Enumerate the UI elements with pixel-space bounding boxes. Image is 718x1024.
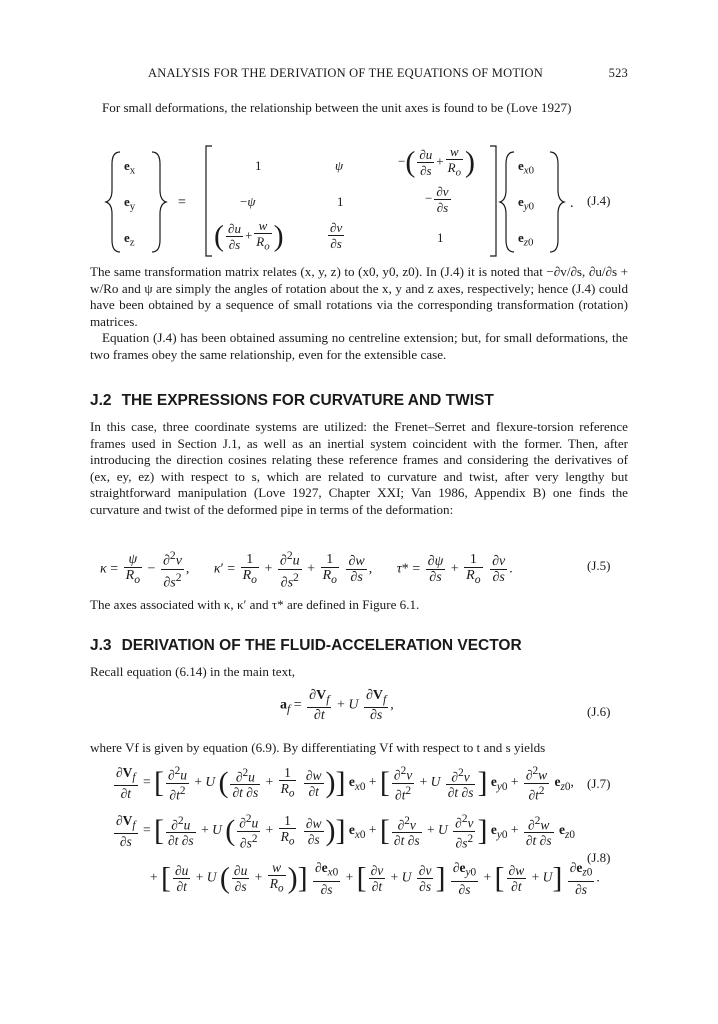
equation-J6: $a_f$ = $\frac{\partial V_f}{\partial t}$ + U $\frac{\partial V_f}{\partial s}$ , bbox=[280, 688, 394, 723]
m22: 1 bbox=[337, 194, 344, 209]
rhs-ey0: $e_{y0}$ bbox=[518, 194, 535, 213]
eq-J4-number: (J.4) bbox=[587, 193, 611, 208]
page-number: 523 bbox=[608, 66, 628, 80]
svg-text:.: . bbox=[570, 196, 574, 211]
m33: 1 bbox=[437, 230, 444, 245]
eq-J7-number: (J.7) bbox=[587, 776, 611, 791]
rhs-ex0: $e_{x0}$ bbox=[518, 158, 535, 177]
rhs-ez0: $e_{z0}$ bbox=[518, 230, 534, 249]
m13: −( $\frac{\partial u}{\partial s}$ + $\frac{w}{R_o}$ ) bbox=[398, 144, 475, 179]
equation-J7: $\frac{\partial V_f}{\partial t}$ = [ $\frac{\partial^2u}{\partial t^2}$ + U ( $\frac{\partial^2u}{\partial t \partial s}$ + $\frac{1}{R_o}$ $\frac{\partial w}{\partial t}$ )] $e_{x0}$ + [ $\frac{\partial^2v}{\partial t^2}$ + U $\frac{\partial^2v}{\partial t \partial s}$ ] $e_{y0}$ + $\frac{\partial^2w}{\partial t^2}$ $e_{z0}$, bbox=[116, 764, 574, 802]
eq-J5-number: (J.5) bbox=[587, 558, 611, 573]
paragraph-recall: Recall equation (6.14) in the main text, bbox=[90, 664, 296, 679]
section-title: THE EXPRESSIONS FOR CURVATURE AND TWIST bbox=[121, 392, 494, 409]
section-title: DERIVATION OF THE FLUID-ACCELERATION VECTOR bbox=[121, 637, 522, 654]
m21: −ψ bbox=[240, 194, 256, 209]
svg-text:=: = bbox=[178, 195, 186, 210]
lhs-ex: $e_x$ bbox=[124, 158, 136, 177]
lhs-ez: $e_z$ bbox=[124, 230, 135, 249]
m23: − $\frac{\partial v}{\partial s}$ bbox=[425, 184, 449, 215]
paragraph-extension: Equation (J.4) has been obtained assuming no centreline extension; but, for small deformations, the two frames obey the same relationship, even for the extensible case. bbox=[90, 330, 628, 362]
section-number: J.2 bbox=[90, 392, 112, 409]
equation-J8-line2: + [ $\frac{\partial u}{\partial t}$ + U ( $\frac{\partial u}{\partial s}$ + $\frac{w}{R_o}$ )] $\frac{\partial e_{x0}}{\partial s}$ + [ $\frac{\partial v}{\partial t}$ + U $\frac{\partial v}{\partial s}$ ] $\frac{\partial e_{y0}}{\partial s}$ + [ $\frac{\partial w}{\partial t}$ + U] $\frac{\partial e_{z0}}{\partial s}$ . bbox=[150, 860, 600, 897]
lhs-ey: $e_y$ bbox=[124, 194, 136, 213]
paragraph-curvature: In this case, three coordinate systems are utilized: the Frenet–Serret and flexure-torsion reference frames used in Section J.1, as well as an inertial system coincident with the former. Then, after introducing the direction cosines relating these reference frames and considering the derivatives of (ex, ey, ez) with respect to s, which are related to curvature and twist, after very lengthy but straightforward manipulation (Love 1927, Chapter XXI; Van 1986, Appendix B) one finds the curvature and twist of the deformed pipe in terms of the deformation: bbox=[90, 419, 628, 517]
section-heading-J2 bbox=[90, 392, 494, 410]
m32: $\frac{\partial v}{\partial s}$ bbox=[330, 220, 343, 251]
section-number: J.3 bbox=[90, 637, 112, 654]
equation-J5: κ = $\frac{\psi}{R_o}$ − $\frac{\partial^2v}{\partial s^2}$ , κ′ = $\frac{1}{R_o}$ + $\frac{\partial^2u}{\partial s^2}$ + $\frac{1}{R_o}$ $\frac{\partial w}{\partial s}$ , τ* = $\frac{\partial\psi}{\partial s}$ + $\frac{1}{R_o}$ $\frac{\partial v}{\partial s}$ . bbox=[100, 549, 513, 591]
equation-J8-line1: $\frac{\partial V_f}{\partial s}$ = [ $\frac{\partial^2u}{\partial t \partial s}$ + U ( $\frac{\partial^2u}{\partial s^2}$ + $\frac{1}{R_o}$ $\frac{\partial w}{\partial s}$ )] $e_{x0}$ + [ $\frac{\partial^2v}{\partial t \partial s}$ + U $\frac{\partial^2v}{\partial s^2}$ ] $e_{y0}$ + $\frac{\partial^2w}{\partial t \partial s}$ $e_{z0}$ bbox=[116, 812, 575, 850]
running-title: ANALYSIS FOR THE DERIVATION OF THE EQUATIONS OF MOTION bbox=[148, 66, 543, 80]
paragraph-transformation: The same transformation matrix relates (x, y, z) to (x0, y0, z0). In (J.4) it is noted that −∂v/∂s, ∂u/∂s + w/Ro and ψ are simply the angles of rotation about the x, y and z axes, respectively; hence (J.4) could have been obtained by a sequence of small rotations via the corresponding transformation (rotation) matrices. bbox=[90, 264, 628, 329]
intro-paragraph: For small deformations, the relationship between the unit axes is found to be (Love 1927) bbox=[102, 100, 572, 115]
m12: ψ bbox=[335, 158, 344, 173]
paragraph-axes: The axes associated with κ, κ′ and τ* are defined in Figure 6.1. bbox=[90, 597, 420, 612]
eq-J6-number: (J.6) bbox=[587, 704, 611, 719]
paragraph-differentiating: where Vf is given by equation (6.9). By differentiating Vf with respect to t and s yields bbox=[90, 740, 546, 755]
eq-J8-number: (J.8) bbox=[587, 850, 611, 865]
m11: 1 bbox=[255, 158, 262, 173]
m31: ( $\frac{\partial u}{\partial s}$ + $\frac{w}{R_o}$ ) bbox=[214, 218, 284, 253]
section-heading-J3 bbox=[90, 637, 522, 655]
